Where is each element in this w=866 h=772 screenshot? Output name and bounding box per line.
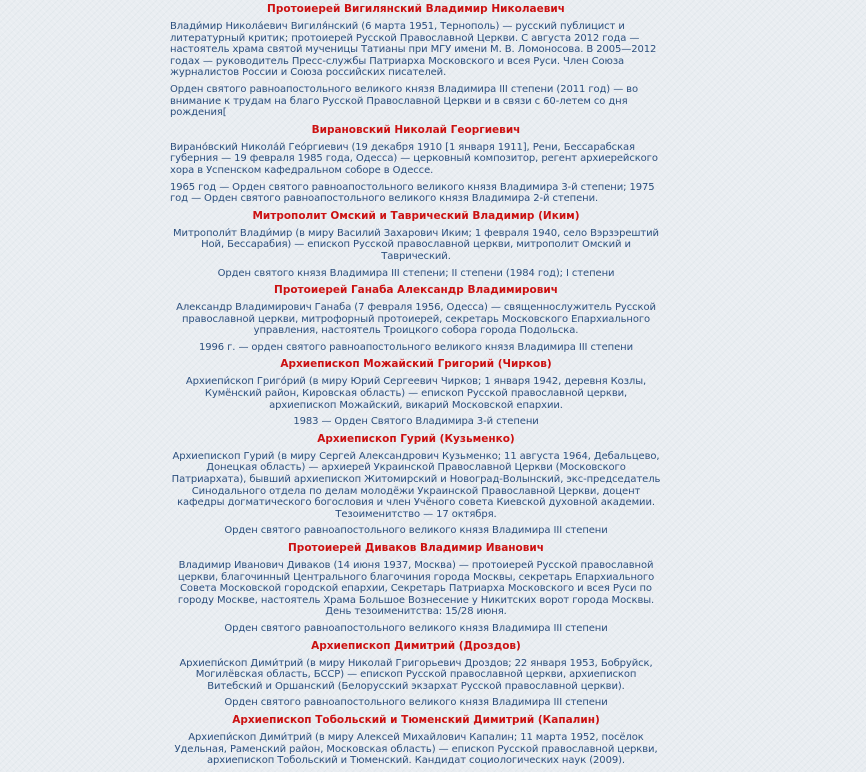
entry-title: Архиепископ Тобольский и Тюменский Димитрий (Капалин) — [232, 713, 600, 726]
entry-title: Архиепископ Можайский Григорий (Чирков) — [280, 358, 552, 371]
entry-title: Архиепископ Гурий (Кузьменко) — [317, 432, 515, 445]
entry-title: Протоиерей Ганаба Александр Владимирович — [274, 284, 558, 297]
entry-award: 1996 г. — орден святого равноапостольного великого князя Владимира III степени — [199, 341, 633, 353]
entry-title: Вирановский Николай Георгиевич — [311, 123, 521, 136]
entry-title: Протоиерей Вигилянский Владимир Николаевич — [267, 3, 565, 15]
entry-biography: Вирано́вский Никола́й Гео́ргиевич (19 декабря 1910 [1 января 1911], Рени, Бессарабская губерния — 19 февраля 1985 года, Одесса) — церковный композитор, регент архиерейского хора в Успенском кафедральном соборе в Одессе. — [170, 141, 658, 176]
entry-award: Орден святого равноапостольного великого князя Владимира III степени — [224, 525, 608, 537]
entry-viranovsky — [170, 124, 662, 205]
entry-biography: Александр Владимирович Ганаба (7 февраля 1956, Одесса) — священнослужитель Русской православной церкви, митрофорный протоиерей, секретарь Московского Епархиального управления, настоятель Троицкого собора города Подольска. — [176, 302, 656, 337]
entry-award: Орден святого равноапостольного великого князя Владимира III степени (2011 год) — во внимание к трудам на благо Русской Православной Церкви и в связи с 60-летем со дня рождения[ — [170, 83, 638, 119]
entry-ganaba — [170, 284, 662, 353]
entry-biography: Митрополи́т Влади́мир (в миру Василий Захарович Иким; 1 февраля 1940, село Вэрзэрештий Ной, Бессарабия) — епископ Русской православной церкви, митрополит Омский и Таврический. — [173, 227, 659, 262]
entry-vigilyansky — [170, 3, 662, 119]
entry-title: Протоиерей Диваков Владимир Иванович — [288, 542, 544, 554]
entry-biography: Архиепи́скоп Дими́трий (в миру Алексей Михайлович Капалин; 11 марта 1952, посёлок Удельная, Раменский район, Московская область) — епископ Русской православной церкви, архиепископ Тобольский и Тюменский. Кандидат социологических наук (2009). — [174, 731, 658, 767]
entry-award: 1983 — Орден Святого Владимира 3-й степени — [293, 416, 539, 428]
article-body — [170, 0, 662, 772]
entry-biography: Архиепи́скоп Григо́рий (в миру Юрий Сергеевич Чирков; 1 января 1942, деревня Козлы, Кумёнский район, Кировская область) — епископ Русской православной церкви, архиепископ Можайский, викарий Московской епархии. — [185, 376, 647, 411]
entry-drozdov — [170, 640, 662, 709]
entry-biography: Архиепископ Гурий (в миру Сергей Александрович Кузьменко; 11 августа 1964, Дебальцево, Донецкая область) — архиерей Украинской Православной Церкви (Московского Патриархата), бывший архиепископ Житомирский и Новоград-Волынский, экс-председатель Синодального отдела по делам молодёжи Украинской Православной Церкви, доцент кафедры догматического богословия и член Учёного совета Киевской духовной академии. Тезоименитство — 17 октября. — [171, 450, 661, 520]
entry-title: Архиепископ Димитрий (Дроздов) — [311, 639, 521, 652]
entry-biography: Владимир Иванович Диваков (14 июня 1937, Москва) — протоиерей Русской православной церкви, благочинный Центрального благочиния города Москвы, секретарь Епархиального Совета Московской городской епархии, Секретарь Патриарха Московского и всея Руси по городу Москве, настоятель Храма Большое Вознесение у Никитских ворот города Москвы. День тезоименитства: 15/28 июня. — [177, 560, 655, 618]
entry-biography: Архиепи́скоп Дими́трий (в миру Николай Григорьевич Дроздов; 22 января 1953, Бобруйск, Могилёвская область, БССР) — епископ Русской православной церкви, архиепископ Витебский и Оршанский (Белорусский экзархат Русской православной церкви). — [179, 657, 653, 692]
entry-chirkov — [170, 358, 662, 427]
entry-award: Орден святого равноапостольного великого князя Владимира III степени — [224, 697, 608, 709]
entry-biography: Влади́мир Никола́евич Вигиля́нский (6 марта 1951, Тернополь) — русский публицист и литературный критик; протоиерей Русской Православной Церкви. С августа 2012 года — настоятель храма святой мученицы Татианы при МГУ имени М. В. Ломоносова. В 2005—2012 годах — руководитель Пресс-службы Патриарха Московского и всея Руси. Член Союза журналистов России и Союза российских писателей. — [170, 21, 657, 79]
entry-kuzmenko — [170, 433, 662, 537]
entry-award: Орден святого равноапостольного великого князя Владимира III степени — [224, 622, 608, 634]
entry-award: Орден святого князя Владимира III степени; II степени (1984 год); I степени — [217, 267, 615, 279]
entry-award: 1965 год — Орден святого равноапостольного великого князя Владимира 3-й степени; 1975 год — Орден святого равноапостольного великого князя Владимира 2-й степени. — [170, 181, 655, 205]
entry-kapalin — [170, 714, 662, 767]
entry-divakov — [170, 542, 662, 635]
entry-ikim — [170, 210, 662, 279]
entry-title: Митрополит Омский и Таврический Владимир (Иким) — [252, 209, 580, 222]
